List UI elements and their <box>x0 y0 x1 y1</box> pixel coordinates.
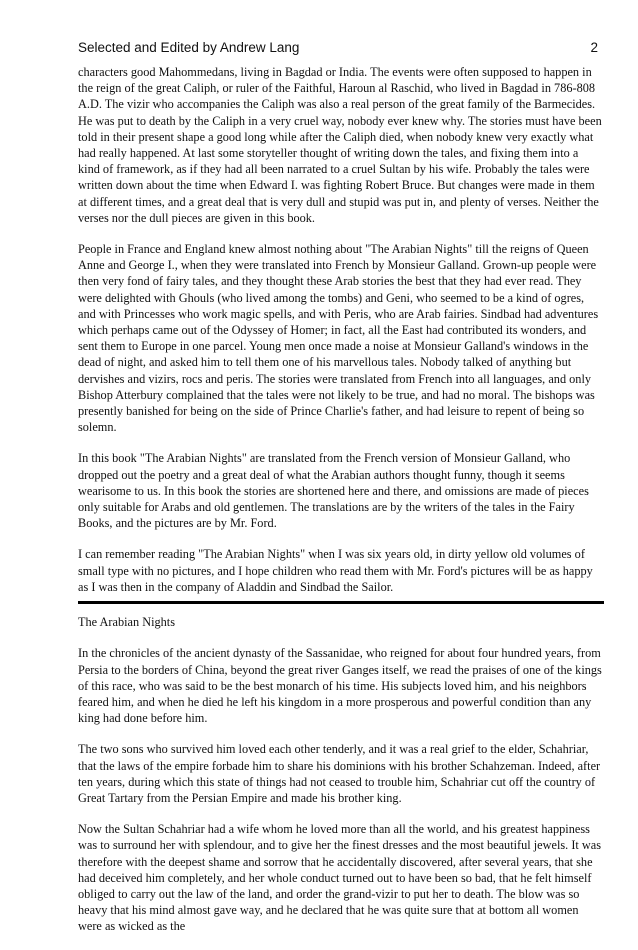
intro-paragraph: People in France and England knew almost nothing about "The Arabian Nights" till the reigns of Queen Anne and George I., when they were translated into French by Monsieur Galland. Grown-up people were then very fond of fairy tales, and they thought these Arab stories the best that they had ever read. They were delighted with Ghouls (who lived among the tombs) and Geni, who seemed to be a kind of ogres, and with Princesses who work magic spells, and with Peris, who are Arab fairies. Sindbad had adventures which perhaps came out of the Odyssey of Homer; in fact, all the East had contributed its wonders, and sent them to Europe in one parcel. Young men once made a noise at Monsieur Galland's windows in the dead of night, and asked him to tell them one of his marvellous tales. Nobody talked of anything but dervishes and vizirs, rocs and peris. The stories were translated from French into all languages, and only Bishop Atterbury complained that the tales were not likely to be true, and had no moral. The bishops was presently banished for being on the side of Prince Charlie's father, and had leisure to repent of being so solemn. <box>78 242 599 435</box>
story-paragraph: The two sons who survived him loved each other tenderly, and it was a real grief to the elder, Schahriar, that the laws of the empire forbade him to share his dominions with his brother Schahzeman. Indeed, after ten years, during which this state of things had not ceased to trouble him, Schahriar cut off the country of Great Tartary from the Persian Empire and made his brother king. <box>78 742 601 805</box>
story-paragraph: Now the Sultan Schahriar had a wife whom he loved more than all the world, and his greatest happiness was to surround her with splendour, and to give her the finest dresses and the most beautiful jewels. It was therefore with the deepest shame and sorrow that he accidentally discovered, after several years, that she had deceived him completely, and her whole conduct turned out to have been so bad, that he felt himself obliged to carry out the law of the land, and order the grand-vizir to put her to death. The blow was so heavy that his mind almost gave way, and he declared that he was quite sure that at bottom all women were as wicked as the <box>78 822 602 934</box>
page-header <box>78 40 598 60</box>
page-number: 2 <box>590 40 598 55</box>
story-paragraph: In the chronicles of the ancient dynasty of the Sassanidae, who reigned for about four hundred years, from Persia to the borders of China, beyond the great river Ganges itself, we read the praises of one of the kings of this race, who was said to be the best monarch of his time. His subjects loved him, and his neighbors feared him, and when he died he left his kingdom in a more prosperous and powerful condition than any king had done before him. <box>78 646 602 726</box>
intro-paragraph: characters good Mahommedans, living in Bagdad or India. The events were often supposed to happen in the reign of the great Caliph, or ruler of the Faithful, Haroun al Raschid, who lived in Bagdad in 786-808 A.D. The vizir who accompanies the Caliph was also a real person of the great family of the Barmecides. He was put to death by the Caliph in a very cruel way, nobody ever knew why. The stories must have been told in their present shape a good long while after the Caliph died, when nobody knew very exactly what had really happened. At last some storyteller thought of writing down the tales, and fixing them into a kind of framework, as if they had all been narrated to a cruel Sultan by his wife. Probably the tales were written down about the time when Edward I. was fighting Robert Bruce. But changes were made in them at different times, and a great deal that is very dull and stupid was put in, and plenty of verses. Neither the verses nor the dull pieces are given in this book. <box>78 65 602 225</box>
intro-paragraph: In this book "The Arabian Nights" are translated from the French version of Monsieur Galland, who dropped out the poetry and a great deal of what the Arabian authors thought funny, though it seems wearisome to us. In this book the stories are shortened here and there, and omissions are made of pieces only suitable for Arabs and old gentlemen. The translations are by the writers of the tales in the Fairy Books, and the pictures are by Mr. Ford. <box>78 451 589 531</box>
running-title: Selected and Edited by Andrew Lang <box>78 40 300 55</box>
section-title: The Arabian Nights <box>78 615 175 630</box>
intro-paragraph: I can remember reading "The Arabian Nights" when I was six years old, in dirty yellow old volumes of small type with no pictures, and I hope children who read them with Mr. Ford's pictures will be as happy as I was then in the company of Aladdin and Sindbad the Sailor. <box>78 547 593 594</box>
section-divider <box>78 601 604 604</box>
page-body <box>78 64 602 950</box>
